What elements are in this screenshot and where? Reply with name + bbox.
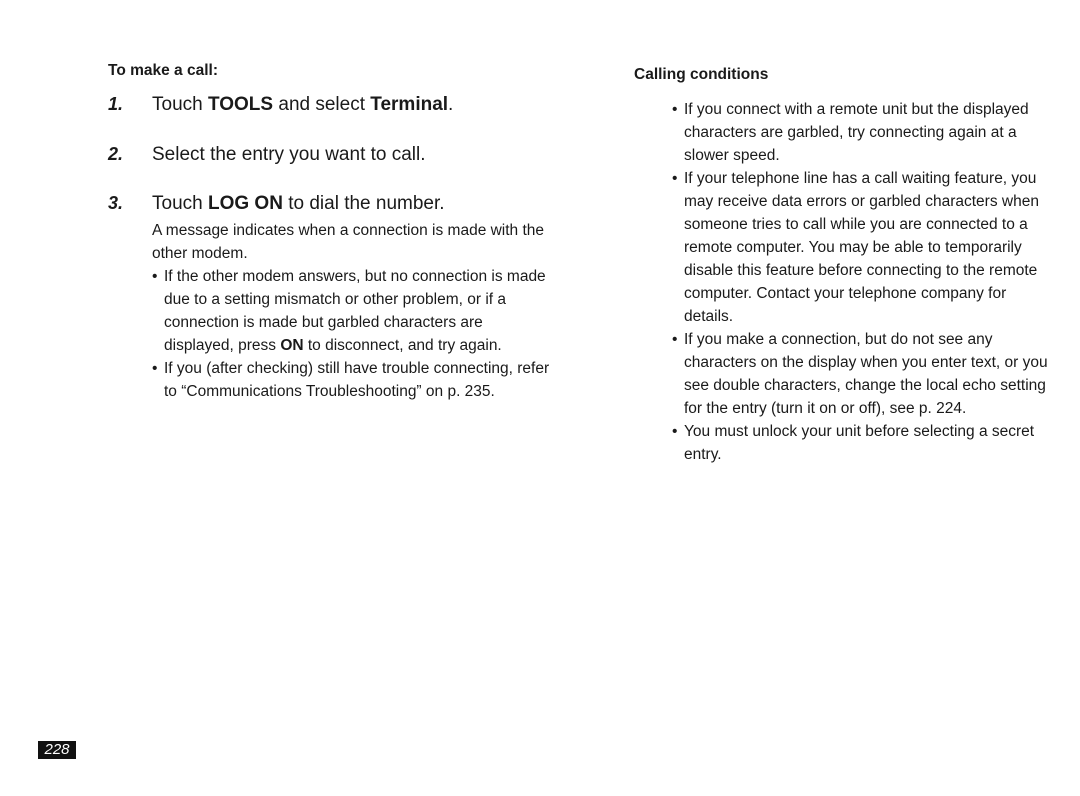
step-text: Select the entry you want to call. bbox=[152, 144, 426, 165]
section-heading-calling-conditions: Calling conditions bbox=[634, 66, 769, 83]
log-on-keyword: LOG ON bbox=[207, 193, 283, 214]
step-number: 2. bbox=[108, 144, 124, 164]
right-bullet-list bbox=[672, 98, 1052, 466]
tools-keyword: TOOLS bbox=[207, 94, 274, 115]
step-number: 1. bbox=[108, 94, 124, 114]
section-heading-make-call: To make a call: bbox=[108, 62, 218, 79]
list-item: • If your telephone line has a call waiting feature, you may receive data errors or garbled characters when someone tries to call while you are connected to a remote computer. You may be able to temporarily disable this feature before connecting to the remote computer. Contact your telephone company for details. bbox=[672, 167, 1052, 328]
step-3-details bbox=[152, 219, 552, 403]
on-keyword: ON bbox=[280, 337, 304, 354]
list-item: • If you (after checking) still have trouble connecting, refer to “Communications Troubleshooting” on p. 235. bbox=[152, 357, 552, 403]
connection-note: A message indicates when a connection is made with the other modem. bbox=[152, 222, 545, 262]
list-item: • If you connect with a remote unit but the displayed characters are garbled, try connecting again at a slower speed. bbox=[672, 98, 1052, 167]
list-item: • If the other modem answers, but no connection is made due to a setting mismatch or other problem, or if a connection is made but garbled characters are displayed, press ON to disconnect, and try again. bbox=[152, 265, 552, 357]
list-item: • You must unlock your unit before selecting a secret entry. bbox=[672, 420, 1052, 466]
left-bullet-list bbox=[152, 265, 552, 403]
step-number: 3. bbox=[108, 193, 124, 213]
page-number-badge: 228 bbox=[38, 741, 76, 759]
list-item: • If you make a connection, but do not see any characters on the display when you enter text, or you see double characters, change the local echo setting for the entry (turn it on or off), see p. 224. bbox=[672, 328, 1052, 420]
terminal-keyword: Terminal bbox=[370, 94, 449, 115]
